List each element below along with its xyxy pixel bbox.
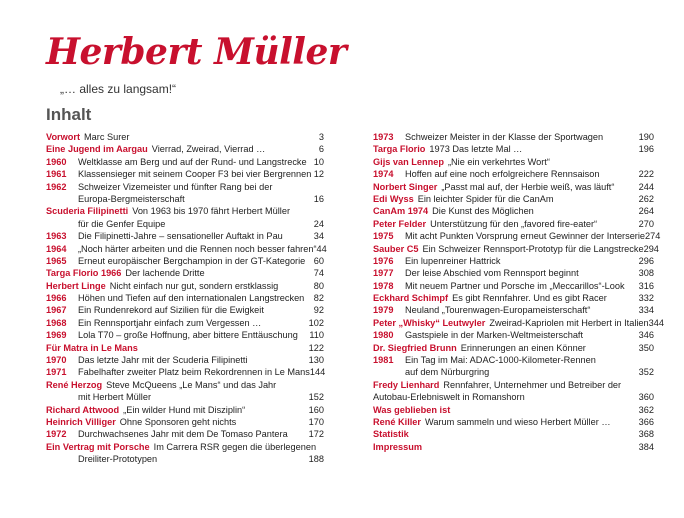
- toc-entry: [46, 193, 324, 205]
- toc-page-number: 362: [638, 404, 654, 415]
- toc-title: Mit neuem Partner und Porsche im „Meccarillos“-Look: [405, 280, 625, 291]
- toc-year: 1962: [46, 181, 67, 192]
- toc-title: Ein Schweizer Rennsport-Prototyp für die Langstrecke: [422, 243, 644, 254]
- toc-heading: Eine Jugend im Aargau: [46, 144, 148, 155]
- toc-entry: [373, 354, 654, 366]
- toc-page-number: 346: [638, 330, 654, 341]
- toc-entry: [373, 441, 654, 453]
- toc-entry: [373, 230, 661, 242]
- toc-heading: Edi Wyss: [373, 193, 414, 204]
- toc-year: 1963: [46, 231, 67, 242]
- toc-entry: [373, 404, 654, 416]
- toc-entry: [46, 156, 324, 168]
- toc-page-number: 3: [318, 131, 324, 142]
- toc-page-number: 332: [638, 293, 654, 304]
- toc-title: Erneut europäischer Bergchampion in der GT-Kategorie: [78, 255, 306, 266]
- toc-page-number: 188: [308, 454, 324, 465]
- toc-year: 1980: [373, 330, 394, 341]
- toc-title: Neuland „Tourenwagen-Europameisterschaft“: [405, 305, 591, 316]
- toc-heading: Peter „Whisky“ Leutwyler: [373, 317, 486, 328]
- toc-title: Gastspiele in der Marken-Weltmeisterschaft: [405, 330, 584, 341]
- toc-entry: [373, 255, 654, 267]
- toc-entry: [373, 193, 654, 205]
- toc-entry: [373, 428, 654, 440]
- toc-page-number: 92: [313, 305, 324, 316]
- toc-page-number: 334: [638, 305, 654, 316]
- toc-page-number: 24: [313, 218, 324, 229]
- toc-entry: [373, 317, 664, 329]
- toc-page-number: 384: [638, 441, 654, 452]
- toc-year: 1970: [46, 355, 67, 366]
- toc-entry: [46, 441, 324, 453]
- toc-title: Warum sammeln und wieso Herbert Müller …: [425, 417, 611, 427]
- toc-year: 1981: [373, 355, 394, 366]
- toc-title: Ein lupenreiner Hattrick: [405, 255, 501, 266]
- toc-page-number: 274: [645, 231, 661, 242]
- toc-year: 1961: [46, 169, 67, 180]
- toc-entry: [373, 379, 654, 404]
- toc-page-number: 34: [313, 231, 324, 242]
- toc-title: Im Carrera RSR gegen die überlegenen: [153, 441, 317, 452]
- toc-page-number: 172: [308, 429, 324, 440]
- toc-entry: [373, 416, 654, 428]
- toc-title: Schweizer Meister in der Klasse der Sportwagen: [405, 132, 604, 142]
- toc-entry: [46, 366, 324, 378]
- toc-title: Klassensieger mit seinem Cooper F3 bei vier Bergrennen: [78, 169, 312, 180]
- toc-entry: [46, 404, 324, 416]
- toc-page-number: 244: [638, 181, 654, 192]
- toc-column-left: [46, 131, 327, 466]
- toc-page-number: 294: [643, 243, 659, 254]
- toc-title: Unterstützung für den „favored fire-eater“: [430, 218, 598, 229]
- toc-page-number: 308: [638, 268, 654, 279]
- toc-entry: [46, 342, 324, 354]
- toc-title: Durchwachsenes Jahr mit dem De Tomaso Pantera: [78, 429, 288, 440]
- toc-heading: CanAm 1974: [373, 206, 429, 217]
- toc-page-number: 222: [638, 169, 654, 180]
- toc-heading: Heinrich Villiger: [46, 416, 116, 427]
- toc-year: 1966: [46, 293, 67, 304]
- toc-heading: Targa Florio 1966: [46, 268, 122, 279]
- toc-page-number: 44: [316, 243, 327, 254]
- toc-year: 1967: [46, 305, 67, 316]
- toc-column-right: [373, 131, 664, 453]
- toc-title: Fabelhafter zweiter Platz beim Rekordrennen in Le Mans: [78, 367, 310, 378]
- toc-title: Nicht einfach nur gut, sondern erstklassig: [109, 280, 279, 291]
- toc-title-continued: mit Herbert Müller: [78, 392, 152, 403]
- toc-page-number: 74: [313, 268, 324, 279]
- toc-entry: [373, 292, 654, 304]
- toc-title: Steve McQueens „Le Mans“ und das Jahr: [106, 379, 277, 390]
- toc-page-number: 264: [638, 206, 654, 217]
- toc-page-number: 80: [313, 280, 324, 291]
- toc-heading: Fredy Lienhard: [373, 379, 440, 390]
- toc-heading: Targa Florio: [373, 144, 426, 155]
- toc-page-number: 16: [313, 193, 324, 204]
- toc-page-number: 144: [309, 367, 326, 378]
- toc-entry: [46, 391, 324, 403]
- toc-entry: [373, 304, 654, 316]
- toc-entry: [373, 366, 654, 378]
- toc-heading: Dr. Siegfried Brunn: [373, 342, 457, 353]
- toc-year: 1977: [373, 268, 394, 279]
- toc-page-number: 152: [308, 392, 324, 403]
- toc-title: Erinnerungen an einen Könner: [460, 342, 586, 353]
- toc-heading: Ein Vertrag mit Porsche: [46, 441, 150, 452]
- toc-page-number: 190: [638, 131, 654, 142]
- toc-title-continued: auf dem Nürburgring: [405, 367, 490, 378]
- toc-page-number: 270: [638, 218, 654, 229]
- toc-entry: [373, 156, 654, 168]
- toc-entry: [46, 453, 324, 465]
- toc-title: Vierrad, Zweirad, Vierrad …: [151, 144, 266, 155]
- book-subtitle: „… alles zu langsam!“: [60, 82, 177, 96]
- toc-page-number: 316: [638, 280, 654, 291]
- toc-page-number: 110: [309, 330, 324, 341]
- toc-year: 1979: [373, 305, 394, 316]
- toc-entry: [373, 181, 654, 193]
- toc-page-number: 12: [313, 169, 324, 180]
- toc-entry: [46, 379, 324, 391]
- toc-title: Lola T70 – große Hoffnung, aber bittere Enttäuschung: [78, 330, 298, 341]
- toc-heading: Norbert Singer: [373, 181, 438, 192]
- toc-title: Mit acht Punkten Vorsprung erneut Gewinner der Interserie: [405, 231, 646, 242]
- toc-heading: Peter Felder: [373, 218, 427, 229]
- toc-title: Weltklasse am Berg und auf der Rund- und Langstrecke: [78, 156, 307, 167]
- contents-heading: Inhalt: [46, 105, 92, 124]
- toc-title: Die Kunst des Möglichen: [432, 206, 534, 217]
- toc-year: 1965: [46, 255, 67, 266]
- toc-entry: [46, 143, 324, 155]
- toc-heading: Herbert Linge: [46, 280, 106, 291]
- toc-heading: Gijs van Lennep: [373, 156, 444, 167]
- toc-title: „Passt mal auf, der Herbie weiß, was läuft“: [441, 181, 615, 192]
- toc-entry: [46, 280, 324, 292]
- toc-title: Der lachende Dritte: [125, 268, 205, 279]
- toc-entry: [46, 329, 324, 341]
- toc-heading: Richard Attwood: [46, 404, 120, 415]
- toc-title: Es gibt Rennfahrer. Und es gibt Racer: [452, 293, 607, 304]
- toc-page-number: 160: [308, 404, 324, 415]
- toc-heading: Eckhard Schimpf: [373, 293, 449, 304]
- toc-entry: [46, 428, 324, 440]
- toc-entry: [46, 218, 324, 230]
- toc-entry: [46, 181, 324, 193]
- toc-title: Hoffen auf eine noch erfolgreichere Rennsaison: [405, 169, 600, 180]
- toc-year: 1960: [46, 156, 67, 167]
- toc-year: 1971: [46, 367, 67, 378]
- toc-page-number: 262: [638, 193, 654, 204]
- toc-entry: [46, 131, 324, 143]
- toc-entry: [46, 230, 324, 242]
- toc-page-number: 196: [638, 144, 654, 155]
- toc-page-number: 366: [638, 416, 654, 427]
- toc-entry: [46, 255, 324, 267]
- toc-title: Marc Surer: [84, 132, 130, 142]
- toc-title: Höhen und Tiefen auf den internationalen Langstrecken: [78, 293, 305, 304]
- toc-page-number: 6: [318, 144, 324, 155]
- toc-entry: [46, 267, 324, 279]
- toc-entry: [46, 416, 324, 428]
- toc-page-number: 82: [313, 293, 324, 304]
- toc-title: Ein Rennsportjahr einfach zum Vergessen …: [78, 317, 262, 328]
- toc-page-number: 368: [638, 429, 654, 440]
- toc-year: 1974: [373, 169, 394, 180]
- toc-page-number: 10: [313, 156, 324, 167]
- toc-entry: [373, 205, 654, 217]
- toc-title: Ein Tag im Mai: ADAC-1000-Kilometer-Rennen: [405, 355, 596, 366]
- toc-year: 1972: [46, 429, 67, 440]
- toc-title-continued: für die Genfer Equipe: [78, 218, 166, 229]
- toc-heading: René Killer: [373, 417, 421, 427]
- toc-year: 1978: [373, 280, 394, 291]
- toc-title: „Ein wilder Hund mit Disziplin“: [123, 404, 246, 415]
- toc-heading: Scuderia Filipinetti: [46, 206, 129, 217]
- toc-page-number: 122: [308, 342, 324, 353]
- toc-year: 1968: [46, 317, 67, 328]
- toc-heading: Impressum: [373, 441, 423, 452]
- toc-entry: [373, 280, 654, 292]
- toc-title: Zweirad-Kapriolen mit Herbert in Italien: [489, 317, 649, 328]
- toc-title-continued: Dreiliter-Prototypen: [78, 454, 158, 465]
- toc-year: 1964: [46, 243, 67, 254]
- toc-page-number: 170: [308, 416, 324, 427]
- toc-entry: [46, 168, 324, 180]
- toc-entry: [373, 329, 654, 341]
- toc-year: 1976: [373, 255, 394, 266]
- toc-title: Die Filipinetti-Jahre – sensationeller Auftakt in Pau: [78, 231, 283, 242]
- toc-year: 1973: [373, 132, 394, 142]
- toc-heading: Vorwort: [46, 132, 81, 142]
- toc-title: Ohne Sponsoren geht nichts: [119, 416, 237, 427]
- toc-title: Das letzte Jahr mit der Scuderia Filipinetti: [78, 355, 248, 366]
- toc-heading: Statistik: [373, 429, 409, 440]
- toc-title: „Noch härter arbeiten und die Rennen noch besser fahren“: [78, 243, 317, 254]
- toc-page-number: 352: [638, 367, 654, 378]
- toc-title: Schweizer Vizemeister und fünfter Rang bei der: [78, 181, 273, 192]
- toc-entry: [373, 243, 659, 255]
- toc-entry: [373, 267, 654, 279]
- toc-page-number: 296: [638, 255, 654, 266]
- toc-page-number: 344: [648, 317, 664, 328]
- toc-entry: [373, 131, 654, 143]
- toc-title: Von 1963 bis 1970 fährt Herbert Müller: [132, 206, 291, 217]
- toc-page-number: 350: [638, 342, 654, 353]
- toc-page-number: 102: [308, 317, 324, 328]
- toc-page-number: 130: [308, 355, 324, 366]
- toc-heading: Für Matra in Le Mans: [46, 342, 138, 353]
- toc-title: Ein leichter Spider für die CanAm: [417, 193, 554, 204]
- toc-heading: René Herzog: [46, 379, 103, 390]
- toc-title-continued: Europa-Bergmeisterschaft: [78, 193, 185, 204]
- toc-entry: [46, 292, 324, 304]
- toc-entry: [46, 354, 324, 366]
- toc-entry: [373, 143, 654, 155]
- toc-page-number: 360: [638, 392, 654, 403]
- toc-entry: [373, 168, 654, 180]
- toc-entry: [46, 205, 324, 217]
- toc-entry: [46, 304, 324, 316]
- toc-entry: [46, 317, 324, 329]
- toc-year: 1975: [373, 231, 394, 242]
- toc-year: 1969: [46, 330, 67, 341]
- toc-entry: [373, 342, 654, 354]
- toc-title: Ein Rundenrekord auf Sizilien für die Ewigkeit: [78, 305, 264, 316]
- toc-heading: Was geblieben ist: [373, 404, 451, 415]
- toc-heading: Sauber C5: [373, 243, 419, 254]
- toc-title: Der leise Abschied vom Rennsport beginnt: [405, 268, 579, 279]
- toc-entry: [373, 218, 654, 230]
- toc-page-number: 60: [313, 255, 324, 266]
- toc-entry: [46, 243, 327, 255]
- toc-title: 1973 Das letzte Mal …: [429, 144, 523, 155]
- book-title: Herbert Müller: [46, 31, 347, 73]
- toc-title: „Nie ein verkehrtes Wort“: [447, 156, 550, 167]
- toc-title: Rennfahrer, Unternehmer und Betreiber der Autobau-Erlebniswelt in Romanshorn: [373, 379, 622, 403]
